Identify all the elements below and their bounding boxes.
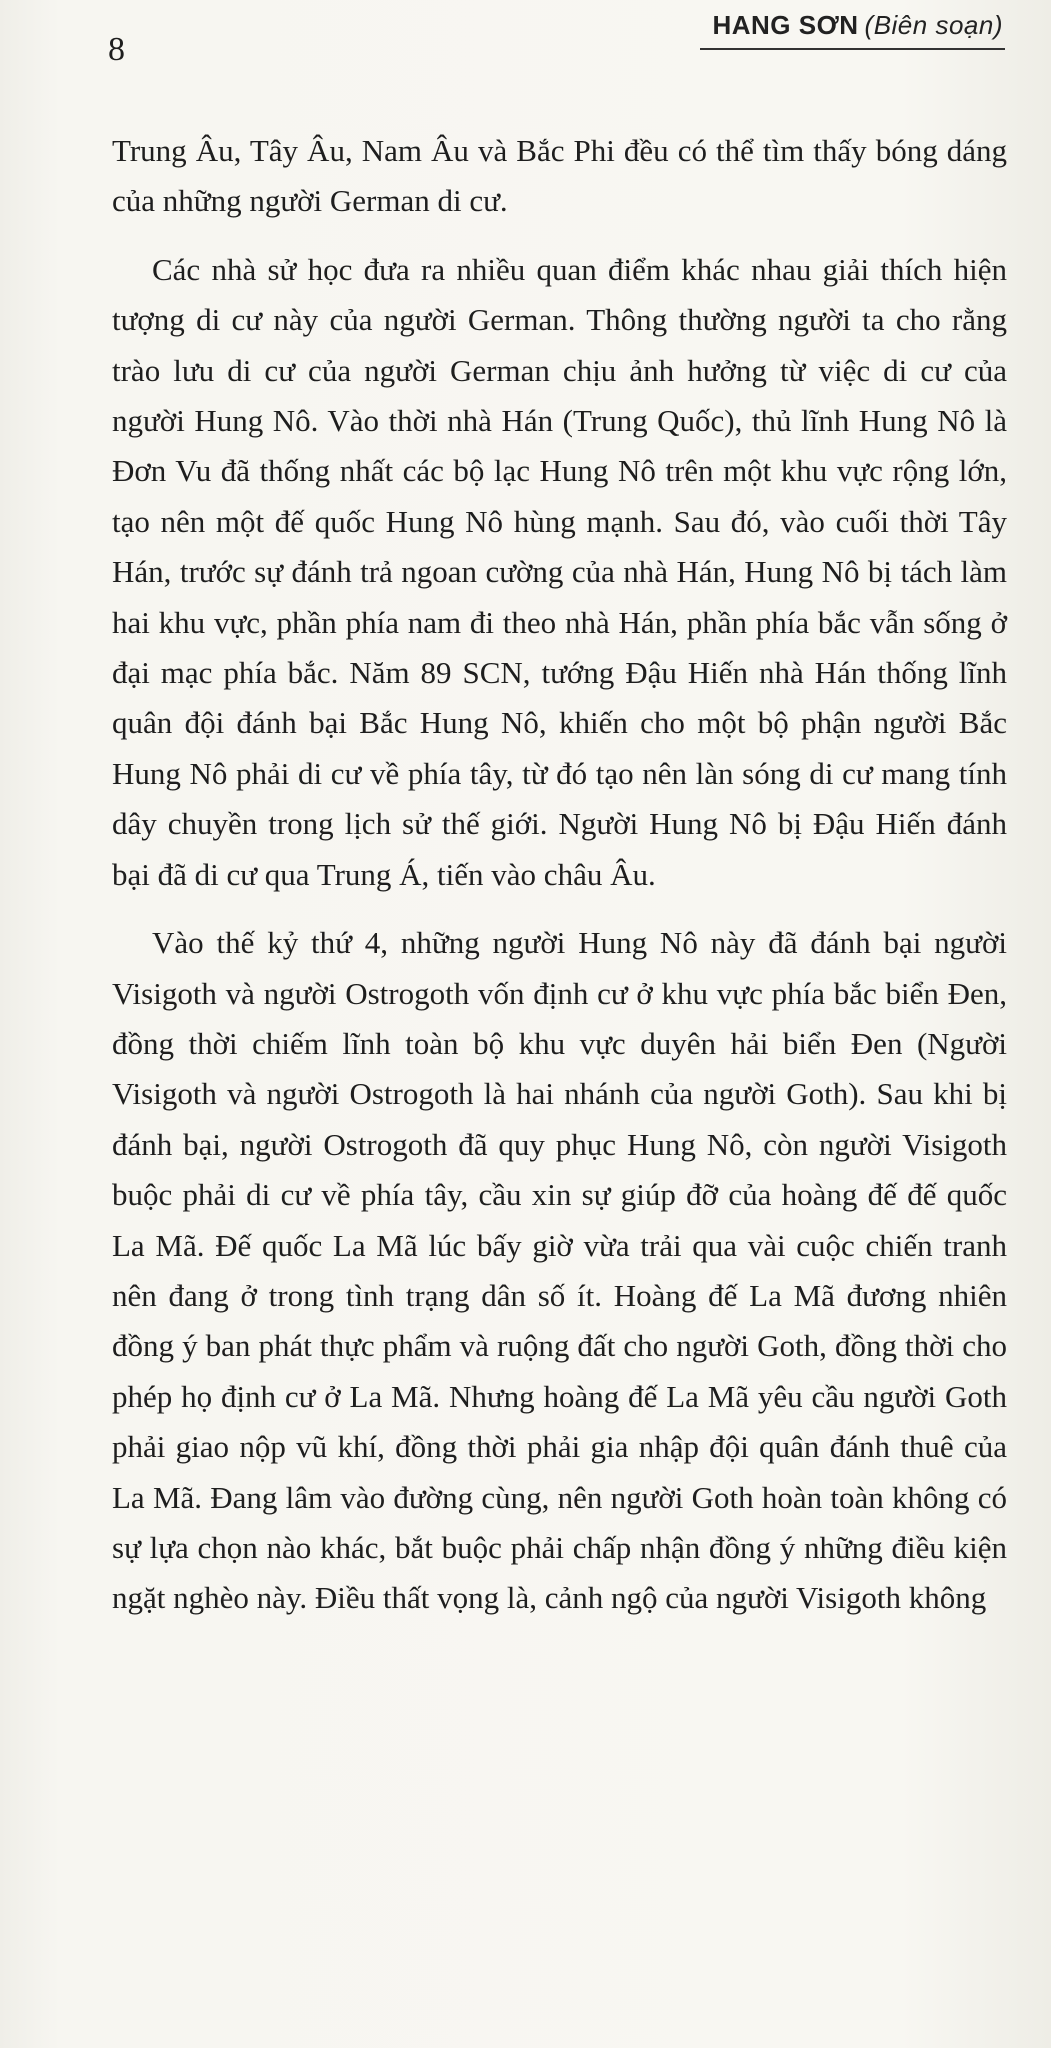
author-name: HANG SƠN <box>712 10 859 40</box>
page-number: 8 <box>108 31 125 68</box>
header-rule <box>700 48 1005 50</box>
author-role: (Biên soạn) <box>864 10 1003 40</box>
page-header <box>0 0 1051 70</box>
paragraph-1: Trung Âu, Tây Âu, Nam Âu và Bắc Phi đều có thể tìm thấy bóng dáng của những người German di cư. <box>112 133 1007 219</box>
body-text <box>112 126 1007 1642</box>
running-head <box>712 8 1003 42</box>
paragraph-3: Vào thế kỷ thứ 4, những người Hung Nô này đã đánh bại người Visigoth và người Ostrogoth vốn định cư ở khu vực phía bắc biển Đen, đồng thời chiếm lĩnh toàn bộ khu vực duyên hải biển Đen (Người Visigoth và người Ostrogoth là hai nhánh của người Goth). Sau khi bị đánh bại, người Ostrogoth đã quy phục Hung Nô, còn người Visigoth buộc phải di cư về phía tây, cầu xin sự giúp đỡ của hoàng đế đế quốc La Mã. Đế quốc La Mã lúc bấy giờ vừa trải qua vài cuộc chiến tranh nên đang ở trong tình trạng dân số ít. Hoàng đế La Mã đương nhiên đồng ý ban phát thực phẩm và ruộng đất cho người Goth, đồng thời cho phép họ định cư ở La Mã. Nhưng hoàng đế La Mã yêu cầu người Goth phải giao nộp vũ khí, đồng thời phải gia nhập đội quân đánh thuê của La Mã. Đang lâm vào đường cùng, nên người Goth hoàn toàn không có sự lựa chọn nào khác, bắt buộc phải chấp nhận đồng ý những điều kiện ngặt nghèo này. Điều thất vọng là, cảnh ngộ của người Visigoth không <box>112 925 1007 1616</box>
paragraph-2: Các nhà sử học đưa ra nhiều quan điểm khác nhau giải thích hiện tượng di cư này của người German. Thông thường người ta cho rằng trào lưu di cư của người German chịu ảnh hưởng từ việc di cư của người Hung Nô. Vào thời nhà Hán (Trung Quốc), thủ lĩnh Hung Nô là Đơn Vu đã thống nhất các bộ lạc Hung Nô trên một khu vực rộng lớn, tạo nên một đế quốc Hung Nô hùng mạnh. Sau đó, vào cuối thời Tây Hán, trước sự đánh trả ngoan cường của nhà Hán, Hung Nô bị tách làm hai khu vực, phần phía nam đi theo nhà Hán, phần phía bắc vẫn sống ở đại mạc phía bắc. Năm 89 SCN, tướng Đậu Hiến nhà Hán thống lĩnh quân đội đánh bại Bắc Hung Nô, khiến cho một bộ phận người Bắc Hung Nô phải di cư về phía tây, từ đó tạo nên làn sóng di cư mang tính dây chuyền trong lịch sử thế giới. Người Hung Nô bị Đậu Hiến đánh bại đã di cư qua Trung Á, tiến vào châu Âu. <box>112 251 1007 892</box>
